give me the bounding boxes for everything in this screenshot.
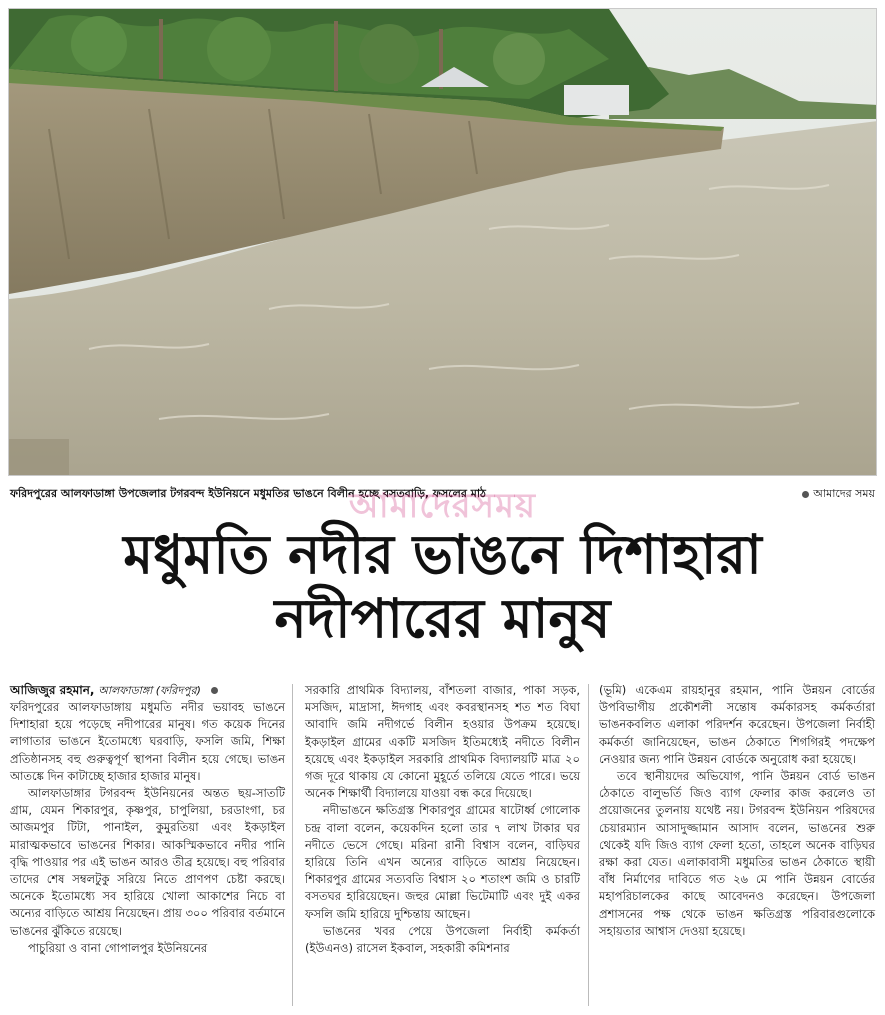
photo-credit-text: আমাদের সময় — [813, 487, 875, 500]
paragraph: আলফাডাঙ্গার টগরবন্দ ইউনিয়নের অন্তত ছয়-সাতটি গ্রাম, যেমন শিকারপুর, কৃষ্ণপুর, চাপুলিয়া, চরডাংগা, চর আজমপুর টিটা, পানাইল, কুমুরতিয়া এবং ইকড়াইল মারাত্মকভাবে ভাঙনের শিকার। আকস্মিকভাবে নদীর পানি বৃদ্ধি পাওয়ার পর এই ভাঙন আরও তীব্র হয়েছে। বহু পরিবার তাদের শেষ সম্বলটুকু সরিয়ে নিতে প্রাণপণ চেষ্টা করছে। অনেকে ইতোমধ্যে সব হারিয়ে খোলা আকাশের নিচে বা অন্যের বাড়িতে আশ্রয় নিয়েছেন। প্রায় ৩০০ পরিবার বর্তমানে ভাঙনের ঝুঁকিতে রয়েছে। — [10, 786, 285, 938]
bullet-icon — [802, 491, 809, 498]
article-column-2 — [305, 682, 580, 957]
paragraph: পাচুরিয়া ও বানা গোপালপুর ইউনিয়নের — [28, 940, 208, 955]
bullet-icon — [211, 687, 218, 694]
column-divider — [588, 684, 589, 1006]
byline-place: আলফাডাঙ্গা (ফরিদপুর) — [98, 684, 201, 697]
photo-credit — [802, 484, 875, 504]
article-column-3 — [599, 682, 875, 940]
column-divider — [292, 684, 293, 1006]
byline-author: আজিজুর রহমান, — [10, 683, 95, 697]
paragraph: (ভূমি) একেএম রায়হানুর রহমান, পানি উন্নয়ন বোর্ডের উপবিভাগীয় প্রকৌশলী সন্তোষ কর্মকারসহ কর্মকর্তারা ভাঙনকবলিত এলাকা পরিদর্শন করেছেন। উপজেলা নির্বাহী কর্মকর্তা জানিয়েছেন, ভাঙন ঠেকাতে শিগগিরই পদক্ষেপ নেওয়ার জন্য পানি উন্নয়ন বোর্ডকে অনুরোধ করা হয়েছে। — [599, 683, 875, 766]
watermark-logo: আমাদেরসময় — [349, 486, 536, 526]
paragraph: ভাঙনের খবর পেয়ে উপজেলা নির্বাহী কর্মকর্তা (ইউএনও) রাসেল ইকবাল, সহকারী কমিশনার — [305, 923, 580, 956]
photo-caption-row — [8, 484, 877, 504]
article-column-1 — [10, 699, 285, 957]
paragraph: নদীভাঙনে ক্ষতিগ্রস্ত শিকারপুর গ্রামের ষাটোর্ধ্ব গোলোক চন্দ্র বালা বলেন, কয়েকদিন হলো তার ৭ লাখ টাকার ঘর নদীতে ভেসে গেছে। মরিনা রানী বিশ্বাস বলেন, বাড়িঘর হারিয়ে তিনি এখন অন্যের বাড়িতে আশ্রয় নিয়েছেন। শিকারপুর গ্রামের সত্যবতি বিশ্বাস ২০ শতাংশ জমি ও চারটি বসতঘর হারিয়েছেন। জহুর মোল্লা ভিটেমাটি এবং দুই একর ফসলি জমি হারিয়ে দুশ্চিন্তায় আছেন। — [305, 803, 580, 921]
photo-caption: ফরিদপুরের আলফাডাঙ্গা উপজেলার টগরবন্দ ইউনিয়নে মধুমতির ভাঙনে বিলীন হচ্ছে বসতবাড়ি, ফসলের মাঠ — [10, 487, 486, 500]
headline-line-1: মধুমতি নদীর ভাঙনে দিশাহারা — [123, 522, 762, 586]
paragraph: তবে স্থানীয়দের অভিযোগ, পানি উন্নয়ন বোর্ড ভাঙন ঠেকাতে বালুভর্তি জিও ব্যাগ ফেলার কাজ করলেও তা প্রয়োজনের তুলনায় যথেষ্ট নয়। টগরবন্দ ইউনিয়ন পরিষদের চেয়ারম্যান আসাদুজ্জামান আসাদ বলেন, ভাঙনের শুরু থেকেই যদি জিও ব্যাগ ফেলা হতো, তাহলে অনেক বাড়িঘর রক্ষা করা যেত। এলাকাবাসী মধুমতির ভাঙন ঠেকাতে স্থায়ী বাঁধ নির্মাণের দাবিতে গত ২৬ মে পানি উন্নয়ন বোর্ডের মহাপরিচালকের কাছে আবেদনও করেছেন। উপজেলা প্রশাসনের পক্ষ থেকে ভাঙন ক্ষতিগ্রস্ত পরিবারগুলোকে সহায়তার আশ্বাস দেওয়া হয়েছে। — [599, 769, 875, 938]
headline — [10, 522, 875, 650]
paragraph: সরকারি প্রাথমিক বিদ্যালয়, বাঁশতলা বাজার, পাকা সড়ক, মসজিদ, মাদ্রাসা, ঈদগাহ এবং কবরস্থানসহ শত শত বিঘা আবাদি জমি নদীগর্ভে বিলীন হওয়ার উপক্রম হয়েছে। ইকড়াইল গ্রামের একটি মসজিদ ইতিমধ্যেই নদীতে বিলীন হয়েছে এবং ইকড়াইল সরকারি প্রাথমিক বিদ্যালয়টি মাত্র ২০ গজ দূরে থাকায় যে কোনো মুহূর্তে তলিয়ে যেতে পারে। ভয়ে অনেক শিক্ষার্থী বিদ্যালয়ে যাওয়া বন্ধ করে দিয়েছে। — [305, 683, 580, 801]
paragraph: ফরিদপুরের আলফাডাঙ্গায় মধুমতি নদীর ভয়াবহ ভাঙনে দিশাহারা হয়ে পড়েছে নদীপারের মানুষ। গত কয়েক দিনের লাগাতার ভাঙনে ইতোমধ্যে ঘরবাড়ি, ফসলি জমি, শিক্ষা প্রতিষ্ঠানসহ বহু গুরুত্বপূর্ণ স্থাপনা বিলীন হয়ে গেছে। ভাঙন আতঙ্কে দিন কাটাচ্ছে হাজার হাজার মানুষ। — [10, 700, 285, 783]
headline-line-2: নদীপারের মানুষ — [274, 586, 611, 650]
news-photo — [8, 8, 877, 476]
